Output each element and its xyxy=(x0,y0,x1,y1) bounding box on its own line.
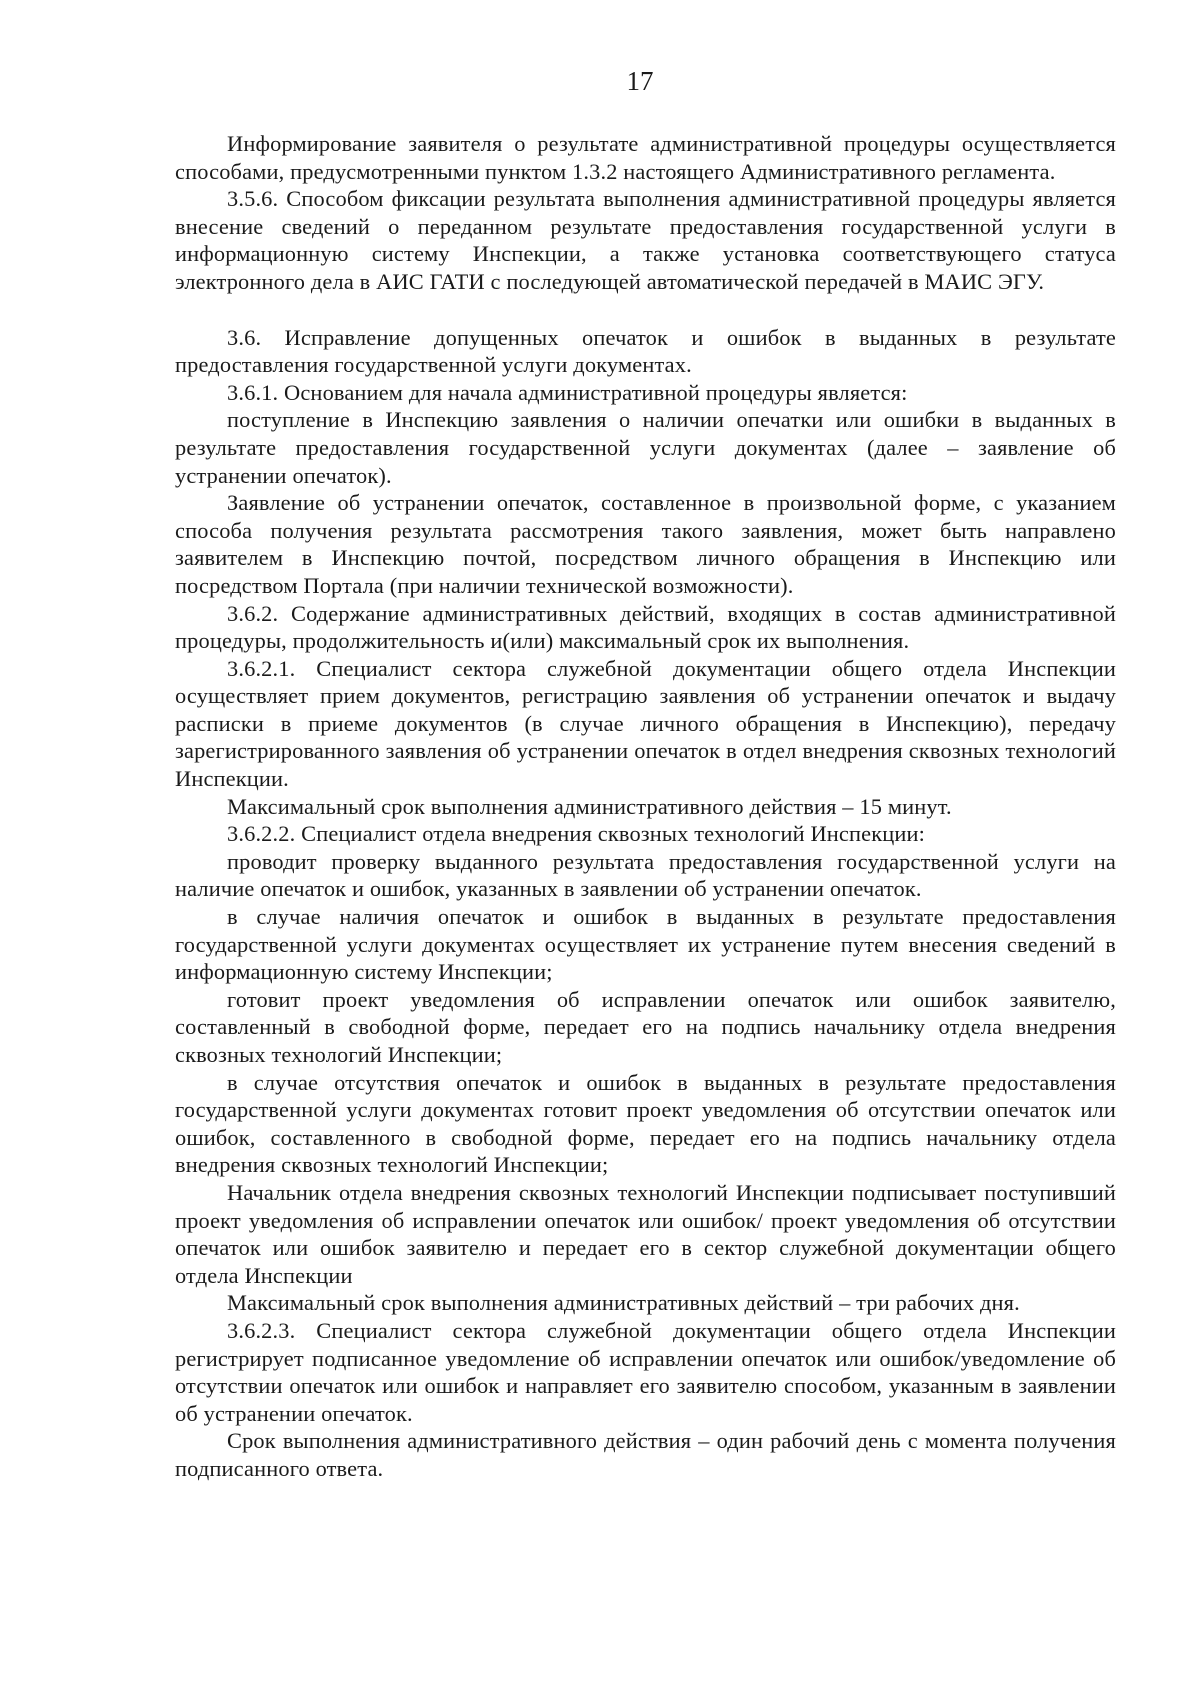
paragraph-max-time-three-days: Максимальный срок выполнения административных действий – три рабочих дня. xyxy=(227,1290,1020,1316)
paragraph-corrects-errors: в случае наличия опечаток и ошибок в выданных в результате предоставления государственной услуги документах осуществляет их устранение путем внесения сведений в информационную систему Инспекции; xyxy=(175,904,1116,985)
paragraph-3-6-2-3: 3.6.2.3. Специалист сектора служебной документации общего отдела Инспекции регистрирует подписанное уведомление об исправлении опечаток или ошибок/уведомление об отсутствии опечаток или ошибок и направляет его заявителю способом, указанным в заявлении об устранении опечаток. xyxy=(175,1317,1116,1426)
paragraph-3-6-2-2: 3.6.2.2. Специалист отдела внедрения сквозных технологий Инспекции: xyxy=(227,821,926,847)
paragraph-prepares-correction-notice: готовит проект уведомления об исправлении опечаток или ошибок заявителю, составленный в свободной форме, передает его на подпись начальнику отдела внедрения сквозных технологий Инспекции; xyxy=(175,986,1116,1067)
paragraph-3-6-2: 3.6.2. Содержание административных действий, входящих в состав административной процедуры, продолжительность и(или) максимальный срок их выполнения. xyxy=(175,600,1116,654)
paragraph-3-6-2-1: 3.6.2.1. Специалист сектора служебной документации общего отдела Инспекции осуществляет прием документов, регистрацию заявления об устранении опечаток и выдачу расписки в приеме документов (в случае личного обращения в Инспекцию), передачу зарегистрированного заявления об устранении опечаток в отдел внедрения сквозных технологий Инспекции. xyxy=(175,655,1116,792)
paragraph-3-6-heading: 3.6. Исправление допущенных опечаток и ошибок в выданных в результате предоставления государственной услуги документах. xyxy=(175,324,1116,378)
paragraph-head-signs: Начальник отдела внедрения сквозных технологий Инспекции подписывает поступивший проект уведомления об исправлении опечаток или ошибок/ проект уведомления об отсутствии опечаток или ошибок заявителю и передает его в сектор служебной документации общего отдела Инспекции xyxy=(175,1179,1116,1288)
paragraph-3-5-6: 3.5.6. Способом фиксации результата выполнения административной процедуры является внесение сведений о переданном результате предоставления государственной услуги в информационную систему Инспекции, а также установка соответствующего статуса электронного дела в АИС ГАТИ с последующей автоматической передачей в МАИС ЭГУ. xyxy=(175,186,1116,294)
paragraph-application-form: Заявление об устранении опечаток, составленное в произвольной форме, с указанием способа получения результата рассмотрения такого заявления, может быть направлено заявителем в Инспекцию почтой, посредством личного обращения в Инспекцию или посредством Портала (при наличии технической возможности). xyxy=(175,490,1116,598)
section-gap xyxy=(175,296,1116,324)
paragraph-3-6-1: 3.6.1. Основанием для начала административной процедуры является: xyxy=(227,379,908,405)
paragraph-checks-result: проводит проверку выданного результата предоставления государственной услуги на наличие опечаток и ошибок, указанных в заявлении об устранении опечаток. xyxy=(175,848,1116,902)
paragraph-term-one-day: Срок выполнения административного действия – один рабочий день с момента получения подписанного ответа. xyxy=(175,1428,1116,1481)
paragraph-max-time-15-min: Максимальный срок выполнения административного действия – 15 минут. xyxy=(227,793,952,819)
document-body xyxy=(175,130,1116,1483)
paragraph-receipt-of-application: поступление в Инспекцию заявления о наличии опечатки или ошибки в выданных в результате предоставления государственной услуги документах (далее – заявление об устранении опечаток). xyxy=(175,407,1116,488)
paragraph-informing-applicant: Информирование заявителя о результате административной процедуры осуществляется способами, предусмотренными пунктом 1.3.2 настоящего Административного регламента. xyxy=(175,131,1116,184)
paragraph-prepares-no-errors-notice: в случае отсутствия опечаток и ошибок в выданных в результате предоставления государственной услуги документах готовит проект уведомления об отсутствии опечаток или ошибок, составленного в свободной форме, передает его на подпись начальнику отдела внедрения сквозных технологий Инспекции; xyxy=(175,1069,1116,1178)
page-number: 17 xyxy=(626,66,654,96)
